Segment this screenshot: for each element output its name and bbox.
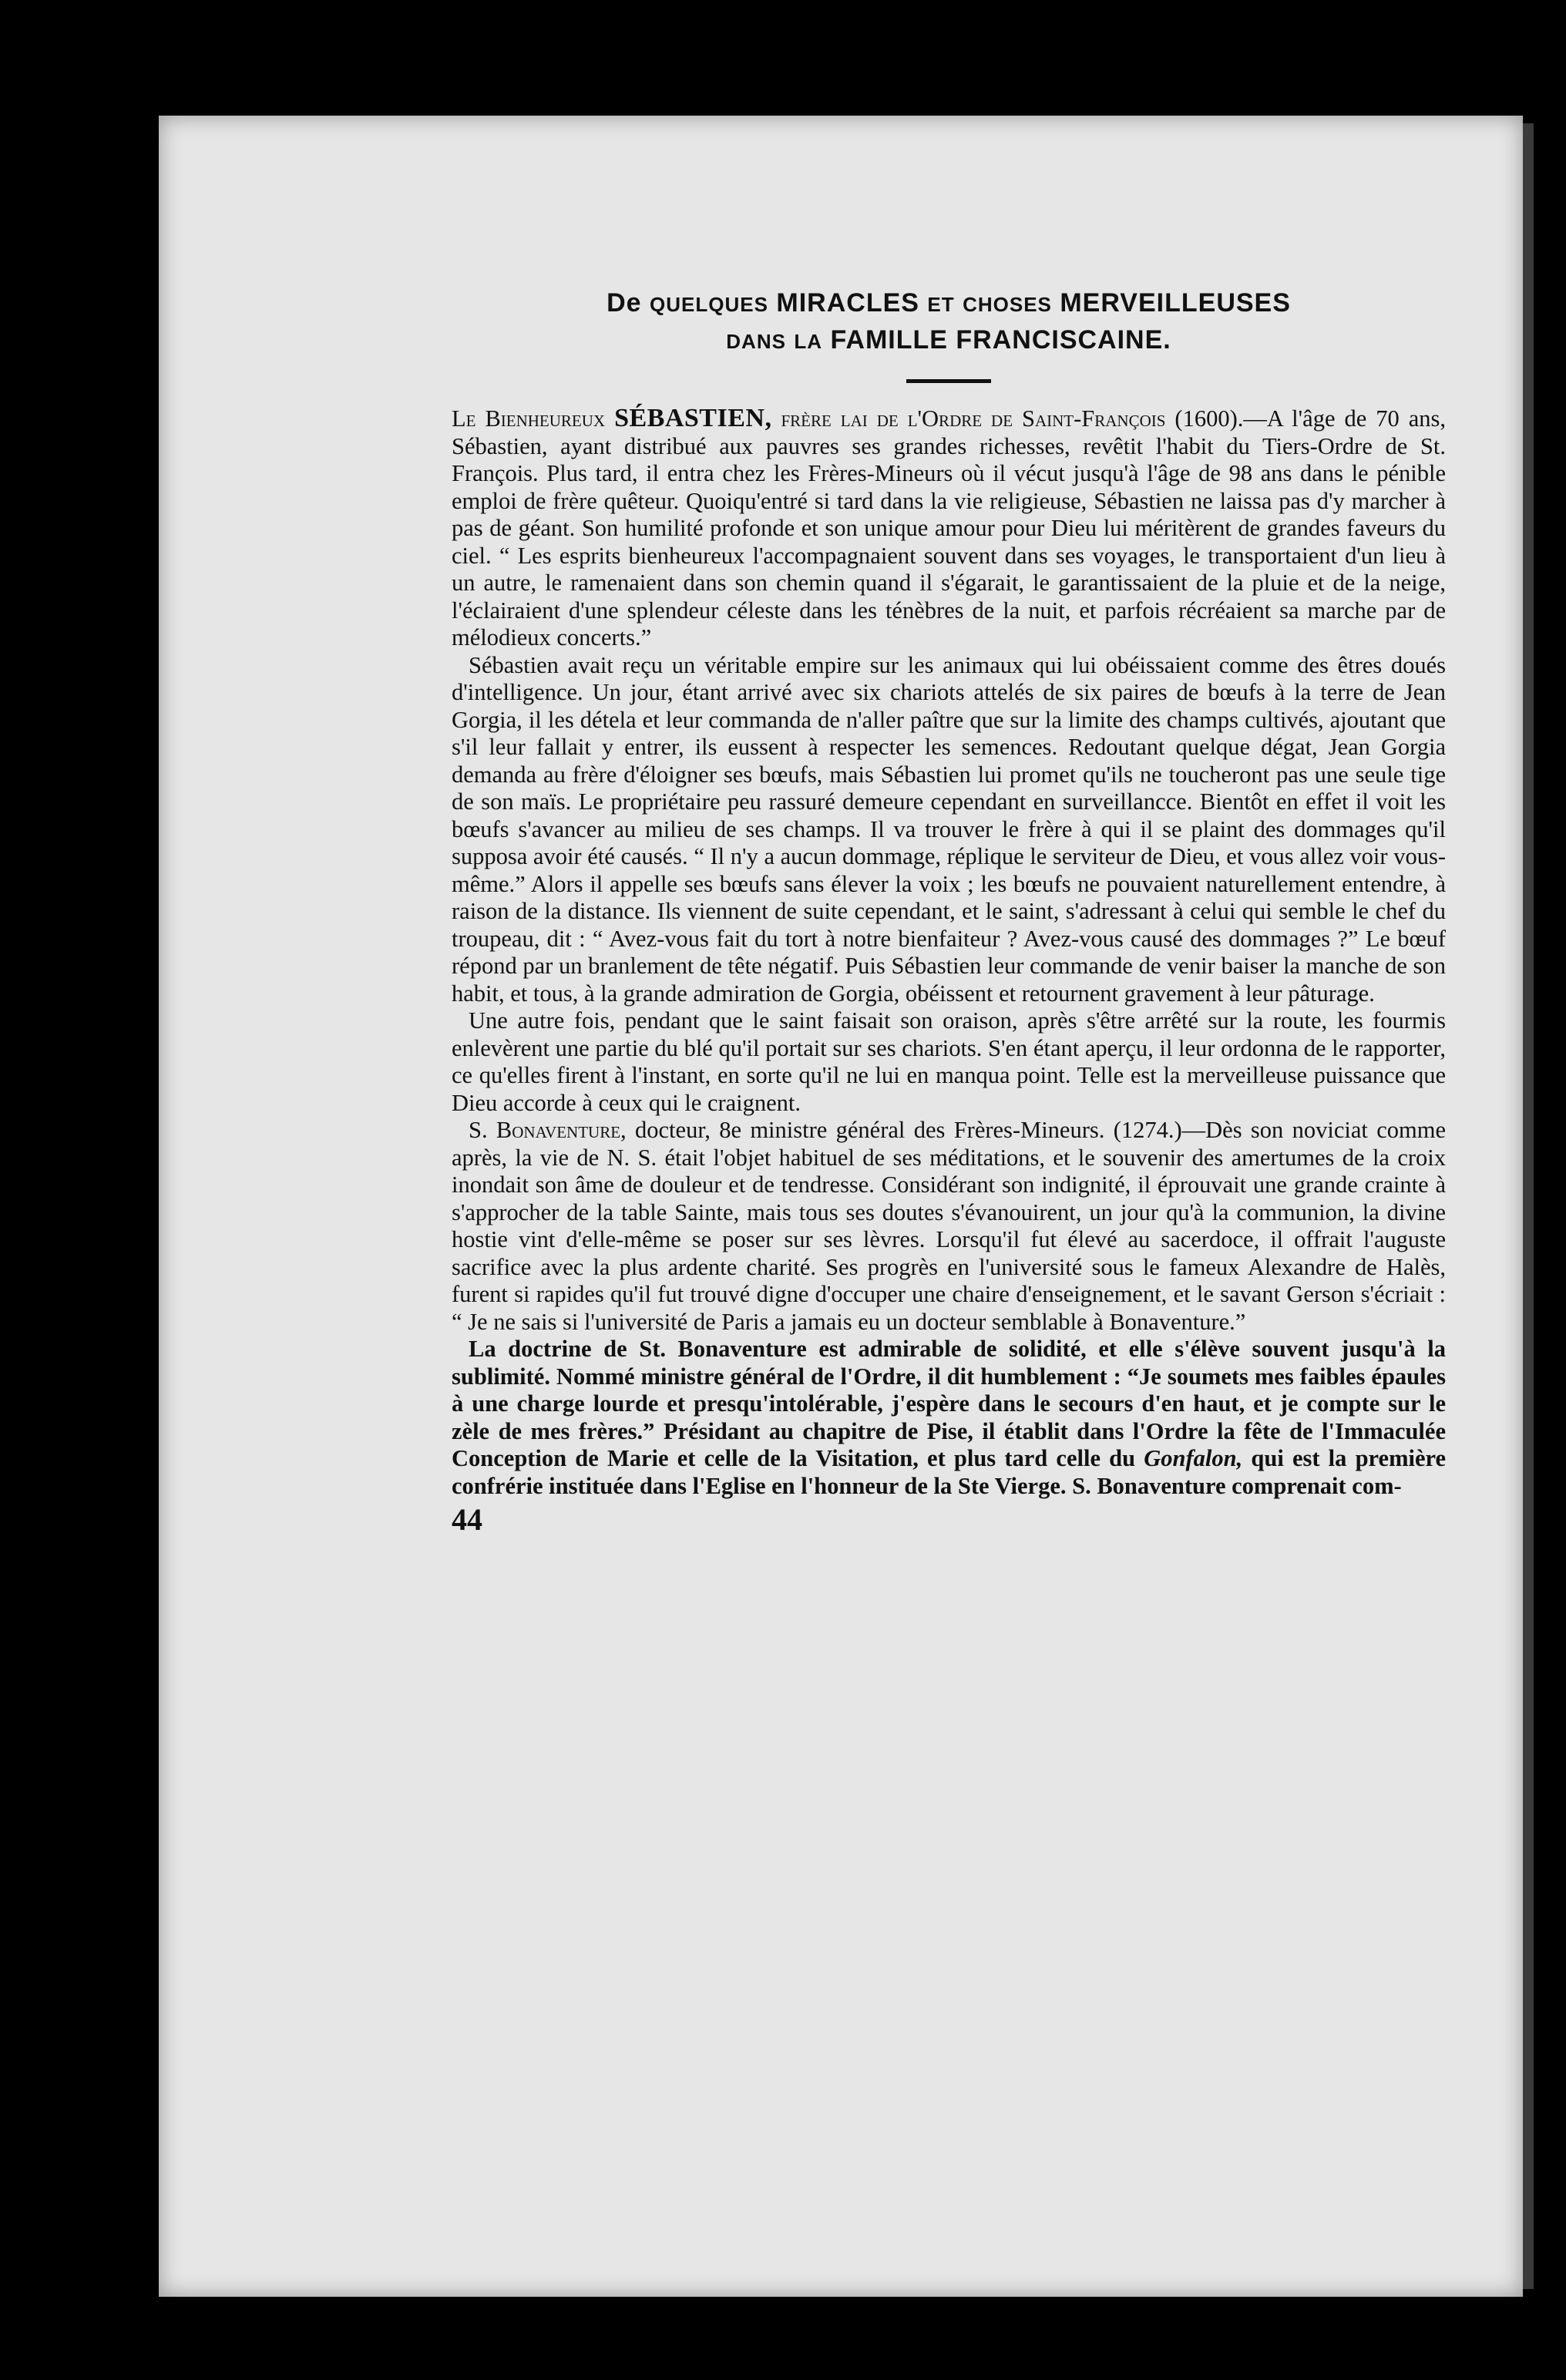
sebastien-paragraph-1 [452,405,1446,652]
heading-rule [906,379,991,383]
sebastien-paragraph-2: Sébastien avait reçu un véritable empire sur les animaux qui lui obéissaient comme des êtres doués d'intelligence. Un jour, étant arrivé avec six chariots attelés de six paires de bœufs à la terre de Jean Gorgia, il les détela et leur commanda de n'aller paître que sur la limite des champs cultivés, ajoutant que s'il leur fallait y entrer, ils eussent à respecter les semences. Redoutant quelque dégat, Jean Gorgia demanda au frère d'éloigner ses bœufs, mais Sébastien lui promet qu'ils ne toucheront pas une seule tige de son maïs. Le propriétaire peu rassuré demeure cependant en surveillancce. Bientôt en effet il voit les bœufs s'avancer au milieu de ses champs. Il va trouver le frère à qui il se plaint des dommages qu'il supposa avoir été causés. “ Il n'y a aucun dommage, réplique le serviteur de Dieu, et vous allez voir vous-même.” Alors il appelle ses bœufs sans élever la voix ; les bœufs ne pouvaient naturellement entendre, à raison de la distance. Ils viennent de suite cependant, et le saint, s'adressant à celui qui semble le chef du troupeau, dit : “ Avez-vous fait du tort à notre bienfaiteur ? Avez-vous causé des dommages ?” Le bœuf répond par un branlement de tête négatif. Puis Sébastien leur commande de venir baiser la manche de son habit, et tous, à la grande admiration de Gorgia, obéissent et retournent gravement à leur pâturage. [452,651,1446,1007]
bonaventure-text-2b: qui est la première confrérie instituée dans l'Eglise en l'honneur de la Ste Vierge. S. Bonaventure comprenait com- [452,1445,1446,1499]
sebastien-name: SÉBASTIEN, [614,404,772,432]
chapter-heading [452,285,1446,359]
heading-quelques: QUELQUES [650,293,768,316]
book-page [159,116,1523,2297]
bonaventure-paragraph-2 [452,1336,1446,1500]
page-number: 44 [452,1502,482,1537]
sebastien-title: frère lai de l'Ordre de Saint-François [781,405,1166,432]
sebastien-lead: Le Bienheureux [452,405,606,432]
heading-dans: DANS [726,330,786,353]
heading-la: LA [794,330,823,353]
bonaventure-text-2a: La doctrine de St. Bonaventure est admirable de solidité, et elle s'élève souvent jusqu'à la sublimité. Nommé ministre général de l'Ordre, il dit humblement : “Je soumets mes faibles épaules à une charge lourde et presqu'intolérable, j'espère dans le secours d'en haut, et je compte sur le zèle de mes frères.” Présidant au chapitre de Pise, il établit dans l'Ordre la fête de l'Immaculée Conception de Marie et celle de la Visitation, et plus tard celle du [452,1336,1446,1471]
heading-famille: FAMILLE FRANCISCAINE. [830,325,1171,355]
heading-et: ET [927,293,955,316]
page-content [452,285,1446,2104]
heading-miracles: MIRACLES [776,288,919,318]
heading-de: De [607,288,642,318]
page-edge [1523,123,1534,2289]
bonaventure-paragraph-1 [452,1117,1446,1336]
bonaventure-text-1: docteur, 8e ministre général des Frères-Mineurs. (1274.)—Dès son noviciat comme après, la vie de N. S. était l'objet habituel de ses méditations, et le souvenir des amertumes de la croix inondait son âme de douleur et de tendresse. Considérant son indignité, il éprouvait une grande crainte à s'approcher de la table Sainte, mais tous ses doutes s'évanouirent, un jour qu'à la communion, la divine hostie vint d'elle-même se poser sur ses lèvres. Lorsqu'il fut élevé au sacerdoce, il offrait l'auguste sacrifice avec la plus ardente charité. Ses progrès en l'université sous le fameux Alexandre de Halès, furent si rapides qu'il fut trouvé digne d'occuper une chaire d'enseignement, et le savant Gerson s'écriait : “ Je ne sais si l'université de Paris a jamais eu un docteur semblable à Bonaventure.” [452,1117,1446,1335]
bonaventure-lead: S. Bonaventure, [469,1117,627,1143]
heading-choses: CHOSES [963,293,1052,316]
heading-merveilleuses: MERVEILLEUSES [1060,288,1291,318]
gonfalon-italic: Gonfalon, [1144,1445,1243,1471]
sebastien-text-1: (1600).—A l'âge de 70 ans, Sébastien, ayant distribué aux pauvres ses grandes richesses, revêtit l'habit du Tiers-Ordre de St. François. Plus tard, il entra chez les Frères-Mineurs où il vécut jusqu'à l'âge de 98 ans dans le pénible emploi de frère quêteur. Quoiqu'entré si tard dans la vie religieuse, Sébastien ne laissa pas d'y marcher à pas de géant. Son humilité profonde et son unique amour pour Dieu lui méritèrent de grandes faveurs du ciel. “ Les esprits bienheureux l'accompagnaient souvent dans ses voyages, le transportaient d'un lieu à un autre, le ramenaient dans son chemin quand il s'égarait, le garantissaient de la pluie et de la neige, l'éclairaient d'une splendeur céleste dans les ténèbres de la nuit, et parfois récréaient sa marche par de mélodieux concerts.” [452,405,1446,650]
sebastien-paragraph-3: Une autre fois, pendant que le saint faisait son oraison, après s'être arrêté sur la route, les fourmis enlevèrent une partie du blé qu'il portait sur ses chariots. S'en étant aperçu, il leur ordonna de le rapporter, ce qu'elles firent à l'instant, en sorte qu'il ne lui en manqua point. Telle est la merveilleuse puissance que Dieu accorde à ceux qui le craignent. [452,1007,1446,1116]
